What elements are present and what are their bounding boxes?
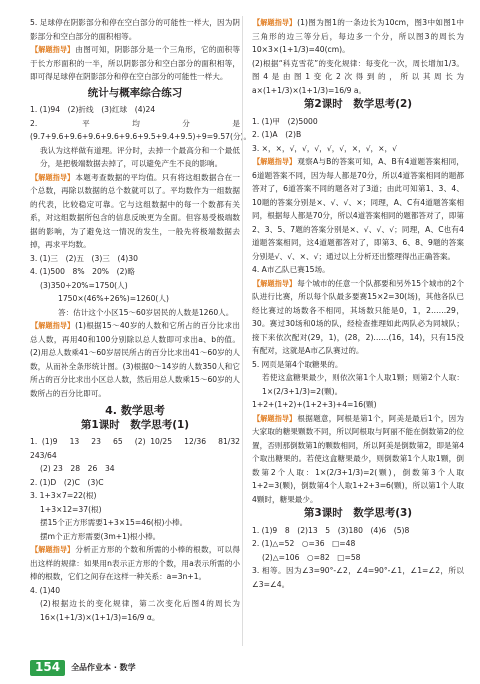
lesson1-answer-2: 2. (1)D (2)C (3)C	[30, 477, 104, 487]
solution-tip: 【 解题指导 】 分析正方形的个数和所需的小棒的根数，可以得出这样的规律：如果用n表示正方形的个数，用a表示所需的小棒的根数，它们之间存在这样一种关系：a=3n+1。	[30, 543, 240, 584]
solution-tip: 【 解题指导 】 观察A与B的答案可知，A、B有4道题答案相同，6道题答案不同，因为每人都是70分，所以4道答案相同的题都答对了，6道答案不同的题各对了3道；由此可知第1、3、4、10题的答案分别是×、√、√、×；同理，A、C有4道题答案相同，根据每人都是70分，所以4道答案相同的题都答对了，即第2、3、5、7题的答案分别是×、√、√、√；同理，A、C也有4道题答案相同，这4道题都答对了，即第3、6、8、9题的答案分别是√、√、×、√；通过以上分析还出整理得出正确答案。	[252, 155, 464, 263]
solution-tag-label: 【 解题指导 】	[30, 319, 75, 333]
stats-answer-4-step: (3)350÷20%=1750(人)	[40, 280, 128, 290]
lesson1-answer-1: 1. (1)9 13 23 65 (2) 10/25 12/36 81/32 243/64	[30, 437, 248, 460]
stats-answer-4: 4. (1)500 8% 20% (2)略	[30, 267, 135, 276]
solution-tag-label: 【 解题指导 】	[30, 171, 75, 185]
lesson3-answer-1: 1. (1)9 8 (2)13 5 (3)180 (4)6 (5)8	[252, 525, 410, 535]
solution-tag-label: 【 解题指导 】	[252, 412, 297, 426]
lesson3-answer-2b: (2)△=106 ○=82 □=58	[262, 552, 361, 562]
solution-tip: 【 解题指导 】 (1)图为图1的一条边长为10cm，图3中如图1中三角形的边三等分后，每边多一个分，所以图3的周长为10×3×(1+1/3)=40(cm)。	[252, 16, 464, 57]
stats-answer-2: 2. 平均分是(9.7+9.6+9.6+9.6+9.6+9.6+9.5+9.4+9.5)÷9=9.57(分)。	[30, 118, 252, 141]
lesson1-answer-3: 3. 1+3×7=22(根)	[30, 491, 97, 500]
solution-tag-label: 【 解题指导 】	[30, 543, 75, 557]
solution-tag-label: 【 解题指导 】	[252, 277, 297, 291]
column-divider	[242, 16, 243, 646]
lesson2-answer-5-step: 若使这盒糖果最少，则依次第1个人取1颗；则第2个人取：1×(2/3+1/3)=2(颗)。	[262, 373, 464, 396]
lesson-title: 第2课时 数学思考(2)	[303, 98, 413, 110]
lesson1-answer-4: 4. (1)40	[30, 585, 61, 595]
left-column	[30, 16, 252, 624]
solution-tip: 【 解题指导 】 根据题意，阿根是第1个，阿美是最后1个，因为大家取的糖果颗数不同，所以阿根取与阿丽不能在倒数第2的位置，否则那倒数第1的颗数相同，所以阿美是倒数第2，即是第4个取出糖果的。若使这盒糖果最少，则倒数第1个人取1颗，倒数第2个人取：1×(2/3+1/3)=2(颗)，倒数第3个人取1+2=3(颗)，倒数第4个人取1+2+3=6(颗)，所以第1个人取4颗时，糖果最少。	[252, 412, 464, 507]
solution-tip: 【 解题指导 】 由图可知，阴影部分是一个三角形，它的面积等于长方形面积的一半，所以阴影部分和空白部分的面积相等，即可得足球停在阴影部分和停在空白部分的可能性一样大。	[30, 43, 240, 84]
page-footer	[30, 660, 136, 676]
lesson2-answer-2: 2. (1)A (2)B	[252, 130, 302, 139]
lesson1-answer-3-step: 摆15个正方形需要1+3×15=46(根)小棒。	[40, 518, 188, 527]
lesson1-answer-1b: (2) 23 28 26 34	[40, 464, 115, 473]
lesson1-answer-4b: (2)根据边长的变化规律，第二次变化后图4的周长为16×(1+1/3)×(1+1/3)=16/9 α。	[40, 599, 240, 622]
solution-tag-label: 【 解题指导 】	[30, 43, 75, 57]
page-number: 154	[30, 660, 65, 676]
solution-tip: 【 解题指导 】 本题考查数据的平均值。只有将这组数据合在一个总数，再除以数据的总个数就可以了。平均数作为一组数据的代表，比较稳定可靠。它与这组数据中的每一个数都有关系，对这组数据所包含的信息反映更为全面。但容易受极端数据的影响，为了避免这一情况的发生，一般先将极端数据去掉，再求平均数。	[30, 171, 240, 252]
stats-answer-3: 3. (1)三 (2)五 (3)三 (4)30	[30, 253, 138, 263]
solution-tag-label: 【 解题指导 】	[252, 155, 297, 169]
solution-tip: 【 解题指导 】 每个城市的任意一个队都要和另外15个城市的2个队进行比赛，所以每个队最多要赛15×2=30(场)，其他各队已经比赛过的场数各不相同，其场数只能是0，1，2……29，30。赛过30场和0场的队，经检查推理如此两队必为同城队；接下来依次配对(29，1)，(28，2)……(16，14)，只有15没有配对，这就是A市乙队赛过的。	[252, 277, 464, 358]
lesson1-answer-3-step: 摆m个正方形需要(3m+1)根小棒。	[40, 531, 161, 541]
lesson3-answer-3: 3. 相等。因为∠3=90°-∠2，∠4=90°-∠1，∠1=∠2，所以∠3=∠4。	[252, 566, 464, 589]
stats-answer-4-conclusion: 答：估计这个小区15～60岁居民的人数是1260人。	[58, 307, 234, 317]
lesson2-answer-1: 1. (1)甲 (2)5000	[252, 116, 318, 126]
lesson1-answer-3-step: 1+3×12=37(根)	[40, 504, 102, 514]
solution-tip-continued: (2)根据“科克雪花”的变化规律：每变化一次，周长增加1/3。图4是由图1变化2次得到的，所以其周长为a×(1+1/3)×(1+1/3)=16/9 a。	[252, 58, 464, 95]
lesson2-answer-4: 4. A市乙队已赛15场。	[252, 265, 330, 274]
stats-answer-4-step: 1750×(46%+26%)=1260(人)	[58, 294, 169, 303]
stats-answer-2-reason: 我认为这样做有道理。评分时，去掉一个最高分和一个最低分，是把极端数据去掉了，可以避免产生不良的影响。	[40, 145, 240, 168]
lesson2-answer-5-equation: 1+2+(1+2)+(1+2+3)+4=16(颗)	[252, 400, 377, 409]
right-column	[252, 16, 464, 591]
lesson-title: 第1课时 数学思考(1)	[80, 418, 190, 431]
lesson-title: 第3课时 数学思考(3)	[303, 507, 413, 519]
answer-5: 5. 足球停在阴影部分和停在空白部分的可能性一样大，因为阴影部分和空白部分的面积相等。	[30, 18, 240, 41]
section-title-stats: 统计与概率综合练习	[87, 86, 183, 99]
lesson3-answer-2: 2. (1)△=52 ○=36 □=48	[252, 539, 356, 548]
chapter-title: 4. 数学思考	[105, 404, 165, 417]
stats-answer-1: 1. (1)94 (2)折线 (3)红球 (4)24	[30, 105, 156, 114]
solution-tip: 【 解题指导 】 (1)根据15～40岁的人数和它所占的百分比求出总人数，再用40和100分别除以总人数即可求出a、b的值。(2)用总人数乘41～60岁居民所占的百分比求出41～60岁的人数，从而补全条形统计图。(3)根据0～14岁的人数350人和它所占的百分比求出小区总人数，然后用总人数乘15～60岁的人数所占的百分比即可。	[30, 319, 240, 400]
lesson2-answer-5: 5. 网页是第4个取糖果的。	[252, 359, 343, 369]
book-title: 全品作业本 · 数学	[71, 663, 136, 672]
lesson2-answer-3: 3. ×，×，√，√，√，√，√，×，√，×，√	[252, 143, 397, 153]
solution-tag-label: 【 解题指导 】	[252, 16, 297, 30]
